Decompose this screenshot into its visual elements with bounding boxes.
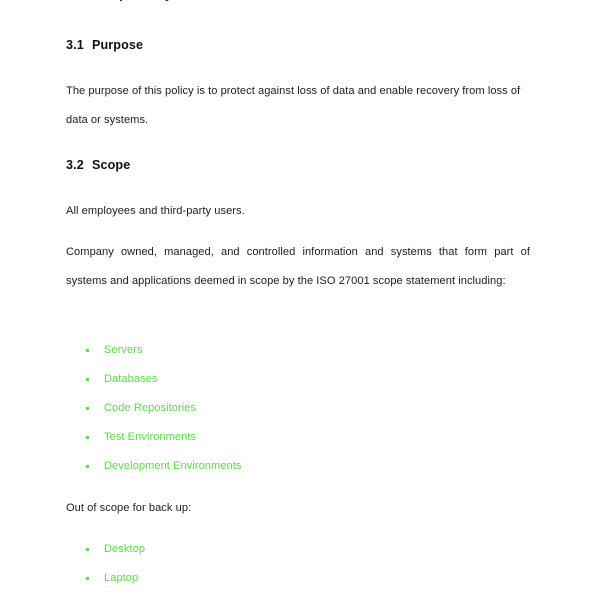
bullet-dot-icon <box>86 378 89 381</box>
list-item <box>66 535 530 564</box>
list-item <box>66 365 530 394</box>
section-heading-scope <box>66 158 530 172</box>
bullet-dot-icon <box>86 548 89 551</box>
paragraph-purpose-body: The purpose of this policy is to protect against loss of data and enable recovery from loss of data or systems. <box>66 85 521 126</box>
list-item-label: Servers <box>104 344 143 356</box>
in-scope-list <box>66 336 530 481</box>
list-item <box>66 394 530 423</box>
section-number-3-1: 3.1 <box>66 38 84 52</box>
section-title-purpose: Purpose <box>92 38 144 52</box>
paragraph-scope-systems: Company owned, managed, and controlled information and systems that form part of systems and applications deemed in scope by the ISO 27001 scope statement including: <box>66 246 530 287</box>
list-item <box>66 452 530 481</box>
out-of-scope-list <box>66 535 530 593</box>
paragraph-out-of-scope-intro: Out of scope for back up: <box>66 502 192 514</box>
section-heading-purpose <box>66 38 530 52</box>
paragraph-scope-users: All employees and third-party users. <box>66 205 245 217</box>
list-item-label: Databases <box>104 373 158 385</box>
section-title-scope: Scope <box>92 158 131 172</box>
list-item-label: Development Environments <box>104 460 242 472</box>
list-item-label: Laptop <box>104 572 139 584</box>
bullet-dot-icon <box>86 407 89 410</box>
bullet-dot-icon <box>86 465 89 468</box>
list-item <box>66 423 530 452</box>
bullet-dot-icon <box>86 349 89 352</box>
list-item <box>66 336 530 365</box>
clipped-document-title <box>66 0 530 4</box>
bullet-dot-icon <box>86 436 89 439</box>
bullet-dot-icon <box>86 577 89 580</box>
list-item <box>66 564 530 593</box>
list-item-label: Code Repositories <box>104 402 197 414</box>
list-item-label: Desktop <box>104 543 146 555</box>
section-number-3-2: 3.2 <box>66 158 84 172</box>
list-item-label: Test Environments <box>104 431 197 443</box>
